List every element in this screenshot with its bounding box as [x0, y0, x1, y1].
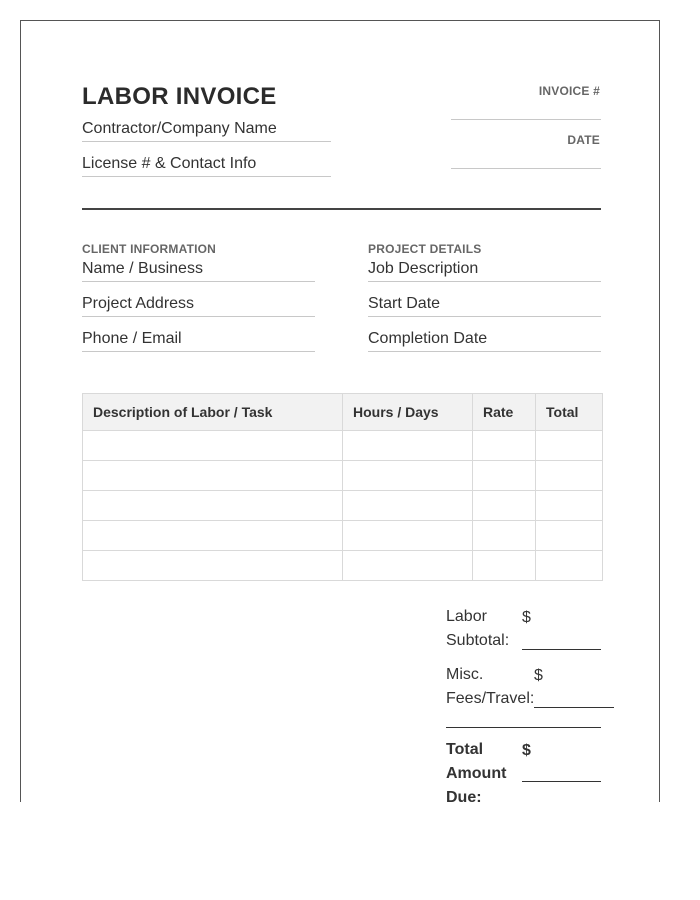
description-cell[interactable] — [83, 521, 343, 551]
table-row — [83, 431, 603, 461]
column-header-total: Total — [536, 394, 603, 431]
description-cell[interactable] — [83, 551, 343, 581]
table-row — [83, 521, 603, 551]
total-cell[interactable] — [536, 551, 603, 581]
labor-table-header-row — [83, 394, 603, 431]
totals-divider — [446, 727, 601, 728]
total-due-label-line2: Amount — [446, 765, 507, 782]
invoice-title: LABOR INVOICE — [82, 83, 277, 110]
total-due-label-line1: Total — [446, 741, 484, 758]
invoice-number-label: INVOICE # — [538, 84, 600, 98]
labor-subtotal-line[interactable] — [522, 649, 601, 650]
table-row — [83, 491, 603, 521]
total-cell[interactable] — [536, 461, 603, 491]
rate-cell[interactable] — [473, 491, 536, 521]
client-name-line[interactable] — [82, 281, 315, 282]
labor-subtotal-label-line2: Subtotal: — [446, 632, 510, 649]
rate-cell[interactable] — [473, 461, 536, 491]
description-cell[interactable] — [83, 491, 343, 521]
total-due-currency: $ — [522, 742, 531, 759]
license-contact-line[interactable] — [82, 176, 331, 177]
description-cell[interactable] — [83, 461, 343, 491]
client-phone-email-line[interactable] — [82, 351, 315, 352]
client-address-line[interactable] — [82, 316, 315, 317]
job-description-label: Job Description — [368, 260, 479, 277]
start-date-line[interactable] — [368, 316, 601, 317]
misc-fees-line[interactable] — [534, 707, 614, 708]
hours-cell[interactable] — [343, 491, 473, 521]
header-divider — [82, 208, 601, 210]
total-cell[interactable] — [536, 431, 603, 461]
table-row — [83, 461, 603, 491]
misc-fees-currency: $ — [534, 667, 543, 684]
hours-cell[interactable] — [343, 461, 473, 491]
total-due-line[interactable] — [522, 781, 601, 782]
project-details-heading: PROJECT DETAILS — [368, 242, 482, 256]
rate-cell[interactable] — [473, 551, 536, 581]
client-info-heading: CLIENT INFORMATION — [82, 242, 217, 256]
hours-cell[interactable] — [343, 521, 473, 551]
column-header-rate: Rate — [473, 394, 536, 431]
completion-date-line[interactable] — [368, 351, 601, 352]
job-description-line[interactable] — [368, 281, 601, 282]
hours-cell[interactable] — [343, 551, 473, 581]
client-name-label: Name / Business — [82, 260, 203, 277]
table-row — [83, 551, 603, 581]
labor-subtotal-label-line1: Labor — [446, 608, 487, 625]
rate-cell[interactable] — [473, 521, 536, 551]
license-contact-label: License # & Contact Info — [82, 155, 257, 172]
description-cell[interactable] — [83, 431, 343, 461]
column-header-hours: Hours / Days — [343, 394, 473, 431]
labor-table — [82, 393, 603, 581]
contractor-name-label: Contractor/Company Name — [82, 120, 277, 137]
invoice-number-line[interactable] — [451, 119, 601, 120]
total-cell[interactable] — [536, 521, 603, 551]
misc-fees-label-line1: Misc. — [446, 666, 484, 683]
labor-subtotal-currency: $ — [522, 609, 531, 626]
start-date-label: Start Date — [368, 295, 441, 312]
client-phone-email-label: Phone / Email — [82, 330, 182, 347]
date-line[interactable] — [451, 168, 601, 169]
total-cell[interactable] — [536, 491, 603, 521]
hours-cell[interactable] — [343, 431, 473, 461]
client-address-label: Project Address — [82, 295, 195, 312]
total-due-label-line3: Due: — [446, 789, 482, 806]
rate-cell[interactable] — [473, 431, 536, 461]
invoice-page — [20, 20, 660, 806]
contractor-name-line[interactable] — [82, 141, 331, 142]
completion-date-label: Completion Date — [368, 330, 488, 347]
column-header-description: Description of Labor / Task — [83, 394, 343, 431]
date-label: DATE — [567, 133, 600, 147]
misc-fees-label-line2: Fees/Travel: — [446, 690, 535, 707]
